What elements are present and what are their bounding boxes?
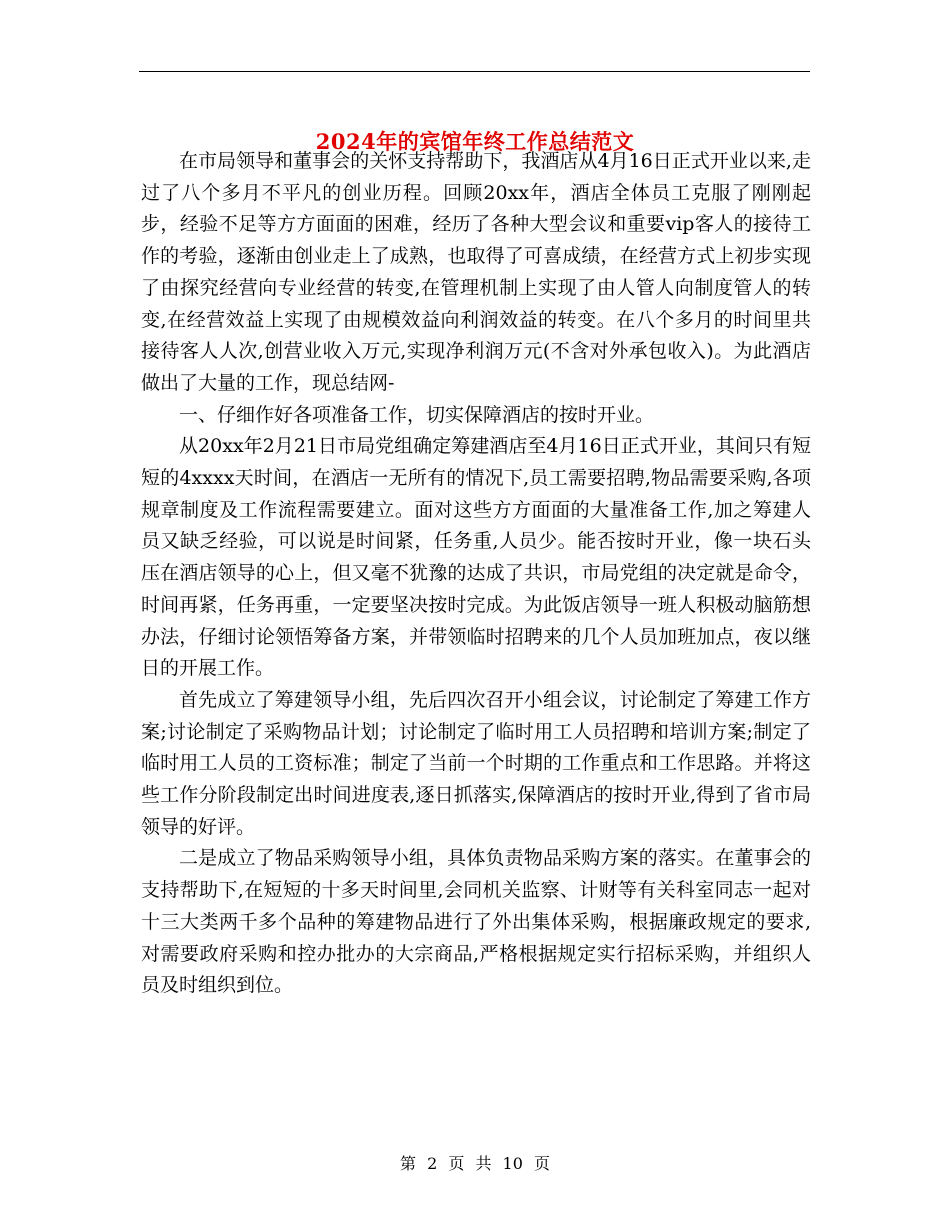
paragraph-preparation: 从20xx年2月21日市局党组确定筹建酒店至4月16日正式开业，其间只有短短的4xxxx天时间，在酒店一无所有的情况下,员工需要招聘,物品需要采购,各项规章制度及工作流程需要建立。面对这些方方面面的大量准备工作,加之筹建人员又缺乏经验，可以说是时间紧，任务重,人员少。能否按时开业，像一块石头压在酒店领导的心上，但又毫不犹豫的达成了共识，市局党组的决定就是命令，时间再紧，任务再重，一定要坚决按时完成。为此饭店领导一班人积极动脑筋想办法，仔细讨论领悟筹备方案，并带领临时招聘来的几个人员加班加点，夜以继日的开展工作。 <box>141 435 811 680</box>
header-rule <box>139 71 810 72</box>
paragraph-procurement-group: 二是成立了物品采购领导小组，具体负责物品采购方案的落实。在董事会的支持帮助下,在短短的十多天时间里,会同机关监察、计财等有关科室同志一起对十三大类两千多个品种的筹建物品进行了外出集体采购，根据廉政规定的要求,对需要政府采购和控办批办的大宗商品,严格根据规定实行招标采购，并组织人员及时组织到位。 <box>141 847 811 997</box>
page-number-footer: 第 2 页 共 10 页 <box>400 1154 550 1173</box>
document-title: 2024年的宾馆年终工作总结范文 <box>315 129 635 155</box>
paragraph-leadership-group: 首先成立了筹建领导小组，先后四次召开小组会议，讨论制定了筹建工作方案;讨论制定了采购物品计划；讨论制定了临时用工人员招聘和培训方案;制定了临时用工人员的工资标准；制定了当前一个时期的工作重点和工作思路。并将这些工作分阶段制定出时间进度表,逐日抓落实,保障酒店的按时开业,得到了省市局领导的好评。 <box>141 688 811 838</box>
section-heading-preparation: 一、仔细作好各项准备工作，切实保障酒店的按时开业。 <box>179 403 655 426</box>
document-body <box>141 146 811 1002</box>
paragraph-intro: 在市局领导和董事会的关怀支持帮助下，我酒店从4月16日正式开业以来,走过了八个多月不平凡的创业历程。回顾20xx年，酒店全体员工克服了刚刚起步，经验不足等方方面面的困难，经历了各种大型会议和重要vip客人的接待工作的考验，逐渐由创业走上了成熟，也取得了可喜成绩，在经营方式上初步实现了由探究经营向专业经营的转变,在管理机制上实现了由人管人向制度管人的转变,在经营效益上实现了由规模效益向利润效益的转变。在八个多月的时间里共接待客人人次,创营业收入万元,实现净利润万元(不含对外承包收入)。为此酒店做出了大量的工作，现总结网- <box>141 150 811 394</box>
